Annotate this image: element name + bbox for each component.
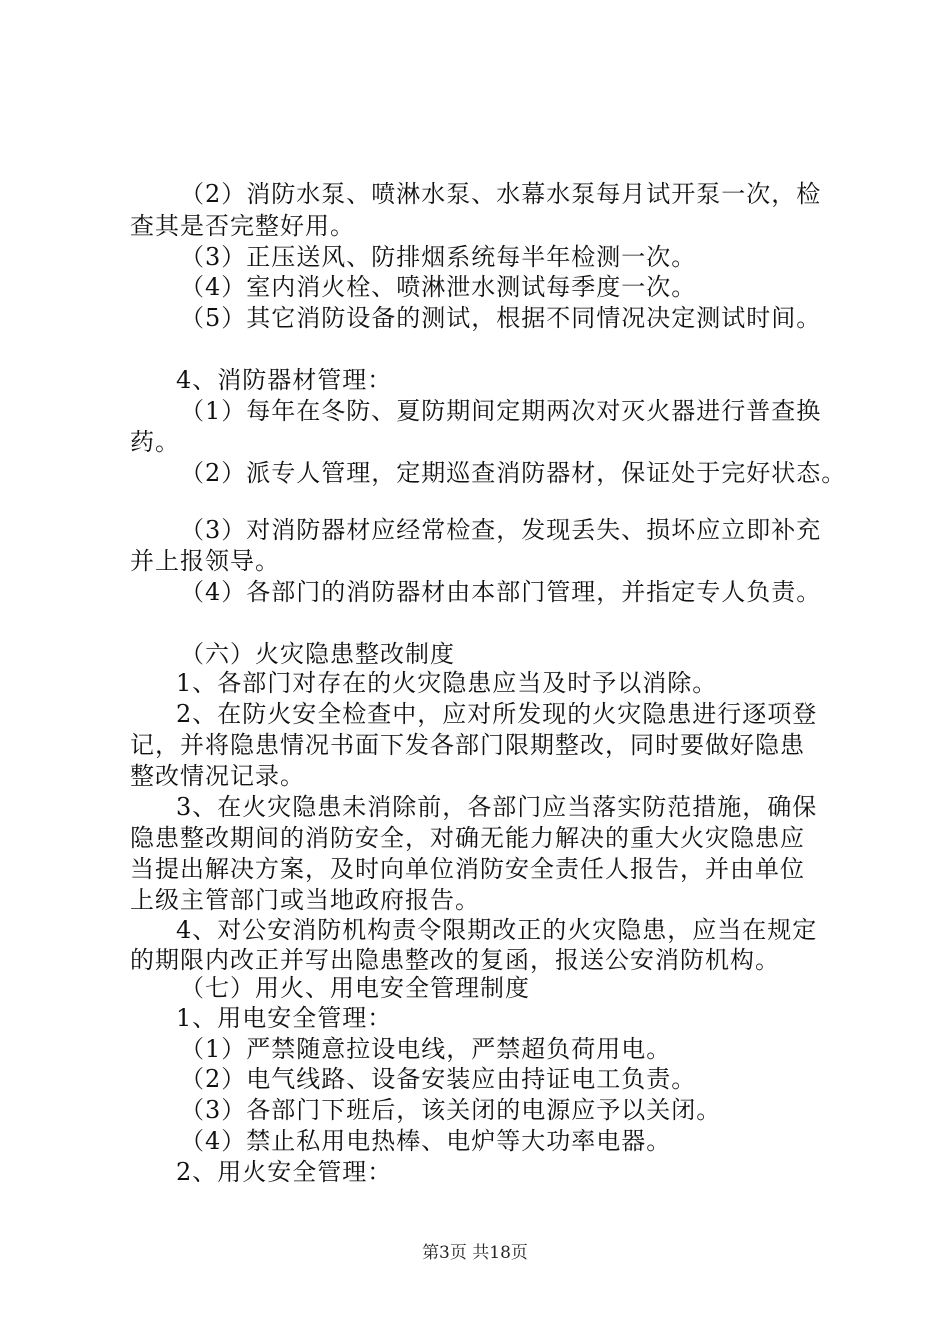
section-heading: 1、用电安全管理： [176, 1004, 393, 1032]
text-line: 上级主管部门或当地政府报告。 [130, 886, 480, 914]
text-line: 的期限内改正并写出隐患整改的复函，报送公安消防机构。 [130, 946, 780, 974]
text-line: 并上报领导。 [130, 547, 280, 575]
text-line: （4）室内消火栓、喷淋泄水测试每季度一次。 [180, 273, 697, 301]
section-heading: （七）用火、用电安全管理制度 [180, 974, 530, 1002]
text-line: （1）严禁随意拉设电线，严禁超负荷用电。 [180, 1035, 672, 1063]
text-line: （3）各部门下班后，该关闭的电源应予以关闭。 [180, 1096, 722, 1124]
text-line: 隐患整改期间的消防安全，对确无能力解决的重大火灾隐患应 [130, 824, 805, 852]
text-line: （2）派专人管理，定期巡查消防器材，保证处于完好状态。 [180, 459, 847, 487]
text-line: （5）其它消防设备的测试，根据不同情况决定测试时间。 [180, 304, 822, 332]
page-footer: 第3页 共18页 [422, 1243, 528, 1263]
text-line: 1、各部门对存在的火灾隐患应当及时予以消除。 [176, 669, 718, 697]
text-line: （1）每年在冬防、夏防期间定期两次对灭火器进行普查换 [180, 397, 822, 425]
text-line: （3）正压送风、防排烟系统每半年检测一次。 [180, 243, 697, 271]
text-line: 3、在火灾隐患未消除前，各部门应当落实防范措施，确保 [176, 793, 818, 821]
text-line: 药。 [130, 428, 180, 456]
text-line: （4）禁止私用电热棒、电炉等大功率电器。 [180, 1127, 672, 1155]
section-heading: 4、消防器材管理： [176, 366, 393, 394]
text-line: 整改情况记录。 [130, 762, 305, 790]
text-line: 查其是否完整好用。 [130, 212, 355, 240]
text-line: 记，并将隐患情况书面下发各部门限期整改，同时要做好隐患 [130, 731, 805, 759]
text-line: （4）各部门的消防器材由本部门管理，并指定专人负责。 [180, 578, 822, 606]
text-line: 4、对公安消防机构责令限期改正的火灾隐患，应当在规定 [176, 916, 818, 944]
text-line: 当提出解决方案，及时向单位消防安全责任人报告，并由单位 [130, 855, 805, 883]
section-heading: （六）火灾隐患整改制度 [180, 640, 455, 668]
text-line: （3）对消防器材应经常检查，发现丢失、损坏应立即补充 [180, 516, 822, 544]
text-line: 2、在防火安全检查中，应对所发现的火灾隐患进行逐项登 [176, 700, 818, 728]
text-line: （2）电气线路、设备安装应由持证电工负责。 [180, 1065, 697, 1093]
section-heading: 2、用火安全管理： [176, 1158, 393, 1186]
text-line: （2）消防水泵、喷淋水泵、水幕水泵每月试开泵一次，检 [180, 180, 822, 208]
